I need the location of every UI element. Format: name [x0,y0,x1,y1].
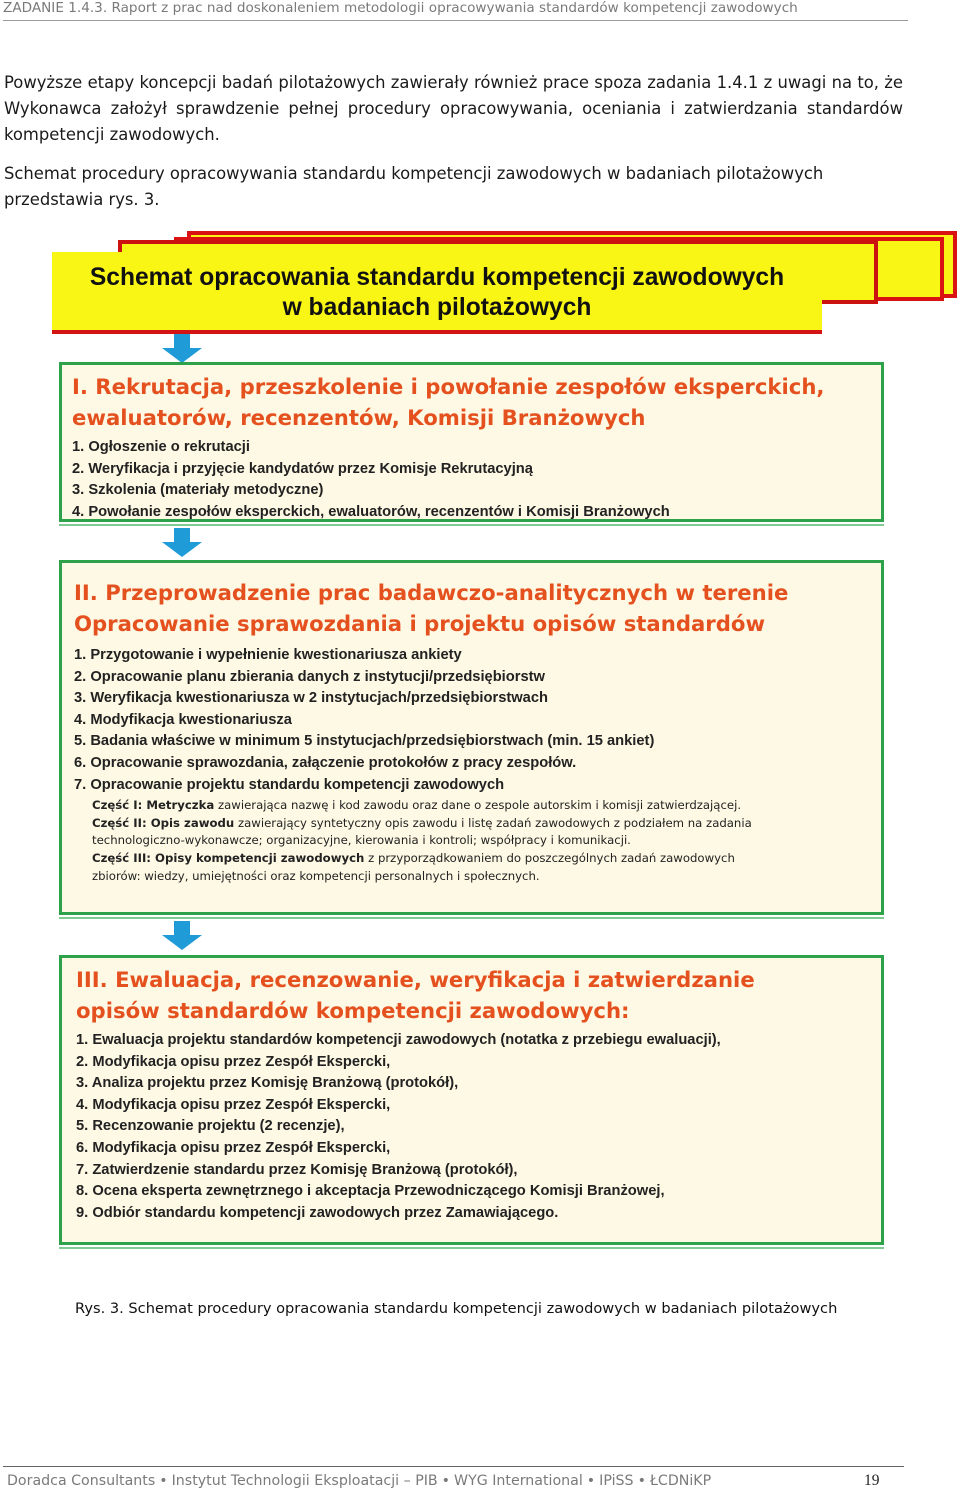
part-2-description: Część II: Opis zawodu zawierający syntetyczny opis zawodu i listę zadań zawodowych z podziałem na zadania [92,815,752,830]
section-1-list [72,437,871,523]
section-2-title-line-1: II. Przeprowadzenie prac badawczo-analitycznych w terenie [74,580,789,605]
banner-title-line-1: Schemat opracowania standardu kompetencji zawodowych [89,264,785,291]
bullet-icon: • [441,1473,451,1489]
section-3-title-line-2: opisów standardów kompetencji zawodowych: [76,998,630,1023]
list-item: 6. Modyfikacja opisu przez Zespół Ekspercki, [76,1139,391,1156]
section-1-title-line-2: ewaluatorów, recenzentów, Komisji Branżowych [72,405,646,430]
list-item: 6. Opracowanie sprawozdania, załączenie protokołów z pracy zespołów. [74,754,577,771]
list-item: 1. Ewaluacja projektu standardów kompetencji zawodowych (notatka z przebiegu ewaluacji), [76,1032,721,1048]
part-3-description-cont: zbiorów: wiedzy, umiejętności oraz kompetencji personalnych i społecznych. [92,868,540,883]
section-3-list [76,1030,871,1224]
running-header: ZADANIE 1.4.3. Raport z prac nad doskonaleniem metodologii opracowywania standardów kompetencji zawodowych [3,0,908,21]
footer-divider [3,1466,904,1467]
list-item: 5. Recenzowanie projektu (2 recenzje), [76,1118,345,1135]
down-arrow-icon [162,921,202,951]
banner-title-line-2: w badaniach pilotażowych [282,294,592,321]
banner-title [52,252,822,334]
bullet-icon: • [637,1473,646,1489]
bullet-icon: • [159,1473,168,1489]
section-2-list [74,645,871,796]
page-number: 19 [864,1472,880,1489]
bullet-icon: • [586,1473,596,1489]
section-2 [59,560,884,915]
standard-parts [74,797,871,885]
down-arrow-icon [162,334,202,364]
list-item: 2. Weryfikacja i przyjęcie kandydatów przez Komisje Rekrutacyjną [72,460,533,477]
footer-item: Instytut Technologii Eksploatacji – PIB [171,1473,438,1489]
intro-paragraph-1: Powyższe etapy koncepcji badań pilotażowych zawierały również prace spoza zadania 1.4.1 z uwagi na to, że Wykonawca założył sprawdzenie pełnej procedury opracowywania, oceniania i zatwierdzania standardów kompetencji zawodowych. [4,73,903,144]
list-item: 3. Szkolenia (materiały metodyczne) [72,482,324,499]
part-2-description-cont: technologiczno-wykonawcze; organizacyjne, kierowania i kontroli; współpracy i komunikacji. [92,833,631,848]
intro-paragraph-2: Schemat procedury opracowywania standardu kompetencji zawodowych w badaniach pilotażowych przedstawia rys. 3. [4,164,824,209]
footer-item: Doradca Consultants [7,1473,156,1489]
list-item: 9. Odbiór standardu kompetencji zawodowych przez Zamawiającego. [76,1204,559,1221]
section-1-title-line-1: I. Rekrutacja, przeszkolenie i powołanie zespołów eksperckich, [72,374,825,399]
footer [7,1471,899,1491]
list-item: 7. Zatwierdzenie standardu przez Komisję Branżową (protokół), [76,1161,518,1178]
list-item: 4. Modyfikacja kwestionariusza [74,711,292,728]
list-item: 4. Powołanie zespołów eksperckich, ewaluatorów, recenzentów i Komisji Branżowych [72,503,670,520]
list-item: 2. Opracowanie planu zbierania danych z instytucji/przedsiębiorstw [74,668,545,685]
list-item: 8. Ocena eksperta zewnętrznego i akceptacja Przewodniczącego Komisji Branżowej, [76,1183,665,1200]
footer-item: WYG International [454,1473,583,1489]
part-3-description: Część III: Opisy kompetencji zawodowych z przyporządkowaniem do poszczególnych zadań zawodowych [92,850,735,865]
list-item: 1. Ogłoszenie o rekrutacji [72,439,250,455]
footer-item: ŁCDNiKP [649,1473,712,1489]
part-1-description: Część I: Metryczka zawierająca nazwę i kod zawodu oraz dane o zespole autorskim i komisji zatwierdzającej. [92,798,742,813]
list-item: 4. Modyfikacja opisu przez Zespół Ekspercki, [76,1096,391,1113]
section-2-title-line-2: Opracowanie sprawozdania i projektu opisów standardów [74,611,766,636]
section-3 [59,955,884,1245]
list-item: 3. Weryfikacja kwestionariusza w 2 instytucjach/przedsiębiorstwach [74,690,548,707]
section-1 [59,362,884,522]
footer-item: IPiSS [599,1473,634,1489]
list-item: 2. Modyfikacja opisu przez Zespół Ekspercki, [76,1053,391,1070]
list-item: 7. Opracowanie projektu standardu kompetencji zawodowych [74,776,505,793]
list-item: 3. Analiza projektu przez Komisję Branżową (protokół), [76,1075,459,1092]
section-3-title-line-1: III. Ewaluacja, recenzowanie, weryfikacja i zatwierdzanie [76,967,755,992]
list-item: 5. Badania właściwe w minimum 5 instytucjach/przedsiębiorstwach (min. 15 ankiet) [74,733,655,750]
list-item: 1. Przygotowanie i wypełnienie kwestionariusza ankiety [74,647,462,663]
figure-caption: Rys. 3. Schemat procedury opracowania standardu kompetencji zawodowych w badaniach pilotażowych [75,1300,838,1317]
down-arrow-icon [162,528,202,558]
